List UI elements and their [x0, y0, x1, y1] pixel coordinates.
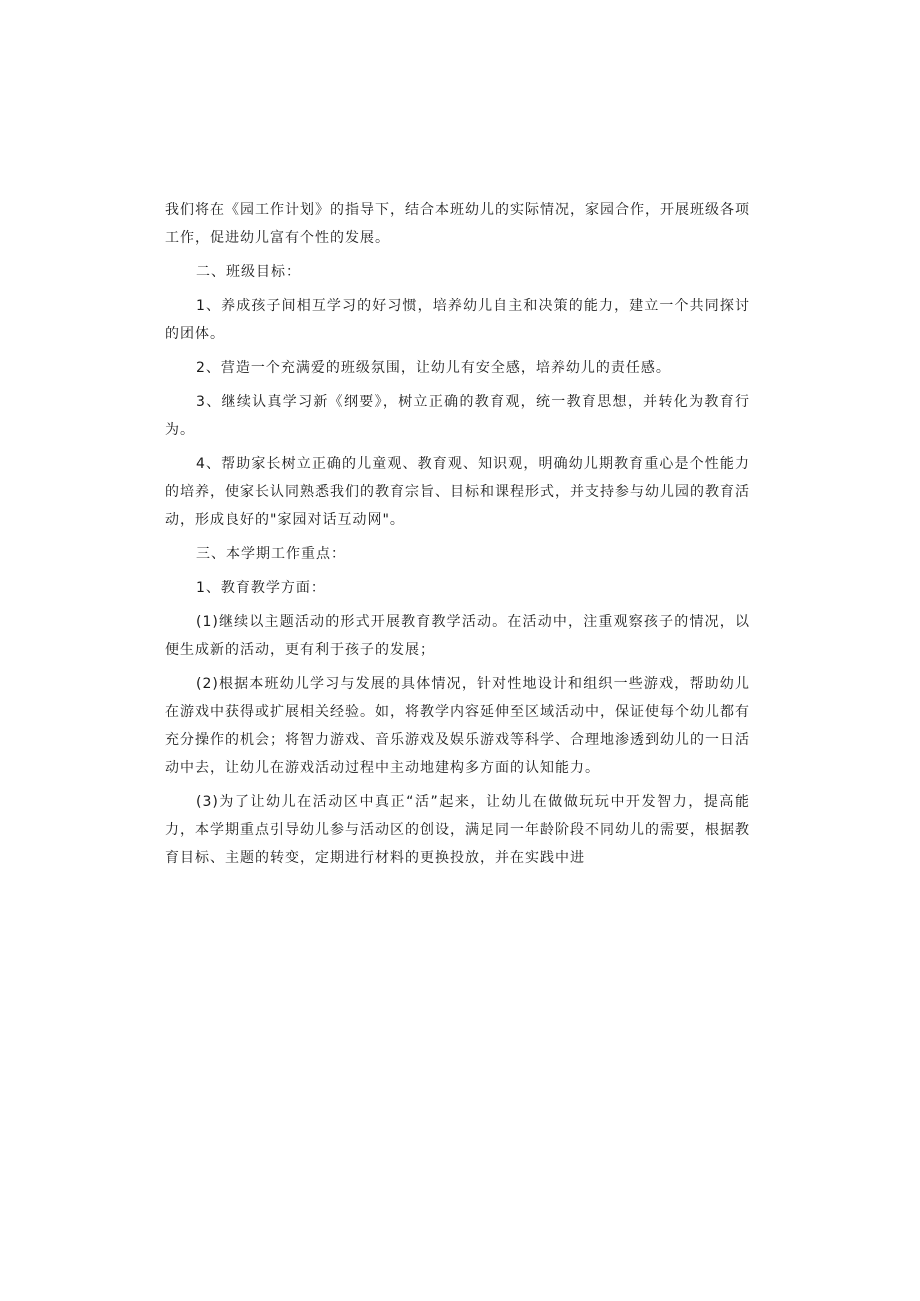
subheading-teaching: 1、教育教学方面：: [196, 580, 326, 596]
document-body: [165, 196, 750, 878]
heading-work-focus: 三、本学期工作重点：: [196, 546, 346, 562]
goal-item-2: 2、营造一个充满爱的班级氛围，让幼儿有安全感，培养幼儿的责任感。: [196, 360, 671, 376]
teaching-item-3: (3)为了让幼儿在活动区中真正“活”起来，让幼儿在做做玩玩中开发智力，提高能力，本学期重点引导幼儿参与活动区的创设，满足同一年龄阶段不同幼儿的需要，根据教育目标、主题的转变，定期进行材料的更换投放，并在实践中进: [165, 794, 750, 866]
goal-item-4: 4、帮助家长树立正确的儿童观、教育观、知识观，明确幼儿期教育重心是个性能力的培养，使家长认同熟悉我们的教育宗旨、目标和课程形式，并支持参与幼儿园的教育活动，形成良好的"家园对话互动网"。: [165, 456, 750, 528]
goal-item-3: 3、继续认真学习新《纲要》，树立正确的教育观，统一教育思想，并转化为教育行为。: [165, 394, 750, 438]
paragraph-intro: 我们将在《园工作计划》的指导下，结合本班幼儿的实际情况，家园合作，开展班级各项工作，促进幼儿富有个性的发展。: [165, 202, 750, 246]
teaching-item-2: (2)根据本班幼儿学习与发展的具体情况，针对性地设计和组织一些游戏，帮助幼儿在游戏中获得或扩展相关经验。如，将教学内容延伸至区域活动中，保证使每个幼儿都有充分操作的机会；将智力游戏、音乐游戏及娱乐游戏等科学、合理地渗透到幼儿的一日活动中去，让幼儿在游戏活动过程中主动地建构多方面的认知能力。: [165, 676, 750, 776]
goal-item-1: 1、养成孩子间相互学习的好习惯，培养幼儿自主和决策的能力，建立一个共同探讨的团体。: [165, 298, 750, 342]
heading-class-goals: 二、班级目标：: [196, 264, 301, 280]
teaching-item-1: (1)继续以主题活动的形式开展教育教学活动。在活动中，注重观察孩子的情况，以便生成新的活动，更有利于孩子的发展；: [165, 614, 750, 658]
